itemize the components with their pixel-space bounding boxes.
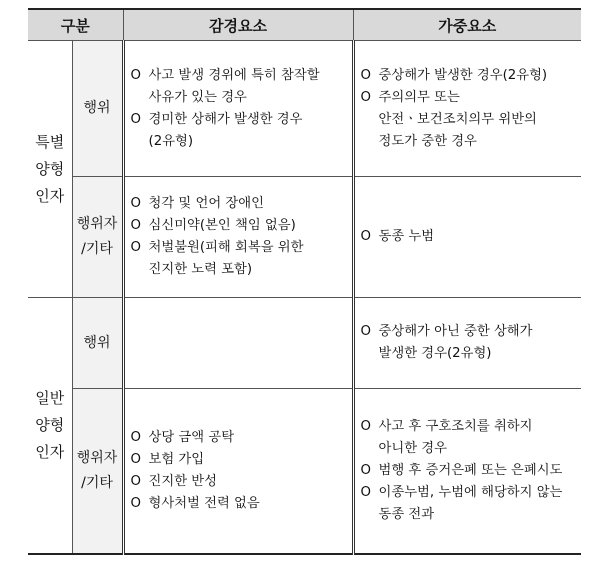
factor-text: 처벌불원(피해 회복을 위한 진지한 노력 포함) <box>148 240 304 277</box>
bullet-marker: O <box>360 418 371 434</box>
bullet-marker: O <box>360 462 371 478</box>
factor-text: 이종누범, 누범에 해당하지 않는 동종 전과 <box>378 484 563 522</box>
factor-item <box>361 460 576 482</box>
bullet-marker: O <box>130 495 141 511</box>
factor-item <box>361 416 576 460</box>
general-actor-mitigating <box>123 389 353 554</box>
factor-item <box>131 109 346 153</box>
special-act-aggravating <box>353 41 581 177</box>
general-act-row <box>28 298 581 389</box>
factor-item <box>131 449 346 471</box>
sentencing-factors-table <box>28 8 581 555</box>
factor-text: 주의의무 또는 안전ㆍ보건조치의무 위반의 정도가 중한 경우 <box>378 89 537 149</box>
bullet-marker: O <box>130 67 141 83</box>
general-act-aggravating <box>353 298 581 389</box>
header-mitigating: 감경요소 <box>123 9 353 41</box>
special-actor-mitigating <box>123 177 353 298</box>
factor-text: 형사처벌 전력 없음 <box>148 495 260 511</box>
subgroup-general-actor-text: 행위자 /기타 <box>76 449 118 491</box>
bullet-marker: O <box>130 473 141 489</box>
factor-item <box>131 193 346 215</box>
group-special-text: 특별 양형 인자 <box>35 132 65 205</box>
general-actor-aggravating <box>353 389 581 554</box>
group-general-label <box>28 298 72 554</box>
bullet-marker: O <box>360 484 371 500</box>
factor-text: 사고 발생 경위에 특히 참작할 사유가 있는 경우 <box>148 67 320 105</box>
factor-text: 상당 금액 공탁 <box>148 429 235 445</box>
factor-item <box>361 321 576 365</box>
general-act-aggravating-list <box>361 321 576 365</box>
factor-item <box>361 482 576 526</box>
factor-text: 심신미약(본인 책임 없음) <box>148 218 296 233</box>
special-act-mitigating-list <box>131 65 346 153</box>
special-act-mitigating <box>123 41 353 177</box>
bullet-marker: O <box>130 218 141 233</box>
bullet-marker: O <box>360 89 371 105</box>
factor-text: 진지한 반성 <box>148 473 217 489</box>
factor-text: 중상해가 발생한 경우(2유형) <box>378 67 548 83</box>
factor-item <box>131 427 346 449</box>
factor-text: 범행 후 증거은폐 또는 은폐시도 <box>378 462 563 478</box>
general-actor-mitigating-list <box>131 427 346 515</box>
factor-item <box>131 215 346 237</box>
group-special-label <box>28 41 72 298</box>
factor-item <box>131 493 346 515</box>
group-general-text: 일반 양형 인자 <box>35 388 65 461</box>
header-aggravating: 가중요소 <box>353 9 581 41</box>
factor-text: 청각 및 언어 장애인 <box>148 196 264 211</box>
factor-item <box>361 65 576 87</box>
factor-text: 보험 가입 <box>148 451 205 467</box>
general-act-mitigating <box>123 298 353 389</box>
factor-item <box>361 226 576 248</box>
subgroup-general-act: 행위 <box>72 298 123 389</box>
factor-item <box>131 65 346 109</box>
bullet-marker: O <box>360 229 371 244</box>
subgroup-general-actor <box>72 389 123 554</box>
special-act-row <box>28 41 581 177</box>
special-actor-aggravating <box>353 177 581 298</box>
bullet-marker: O <box>130 196 141 211</box>
bullet-marker: O <box>130 451 141 467</box>
bullet-marker: O <box>130 111 141 127</box>
factor-text: 동종 누범 <box>378 229 435 244</box>
bullet-marker: O <box>360 324 371 339</box>
header-row <box>28 9 581 41</box>
special-actor-mitigating-list <box>131 193 346 281</box>
factor-item <box>131 471 346 493</box>
subgroup-special-actor <box>72 177 123 298</box>
factor-item <box>361 87 576 153</box>
sentencing-factors-table-wrapper <box>28 8 581 555</box>
special-actor-aggravating-list <box>361 226 576 248</box>
subgroup-special-act: 행위 <box>72 41 123 177</box>
general-actor-row <box>28 389 581 554</box>
factor-text: 중상해가 아닌 중한 상해가 발생한 경우(2유형) <box>378 324 533 361</box>
factor-item <box>131 237 346 281</box>
subgroup-special-actor-text: 행위자 /기타 <box>76 216 118 257</box>
factor-text: 경미한 상해가 발생한 경우(2유형) <box>148 111 303 149</box>
bullet-marker: O <box>130 429 141 445</box>
header-category: 구분 <box>28 9 123 41</box>
special-act-aggravating-list <box>361 65 576 153</box>
special-actor-row <box>28 177 581 298</box>
general-actor-aggravating-list <box>361 416 576 526</box>
bullet-marker: O <box>360 67 371 83</box>
factor-text: 사고 후 구호조치를 취하지 아니한 경우 <box>378 418 533 456</box>
bullet-marker: O <box>130 240 141 255</box>
